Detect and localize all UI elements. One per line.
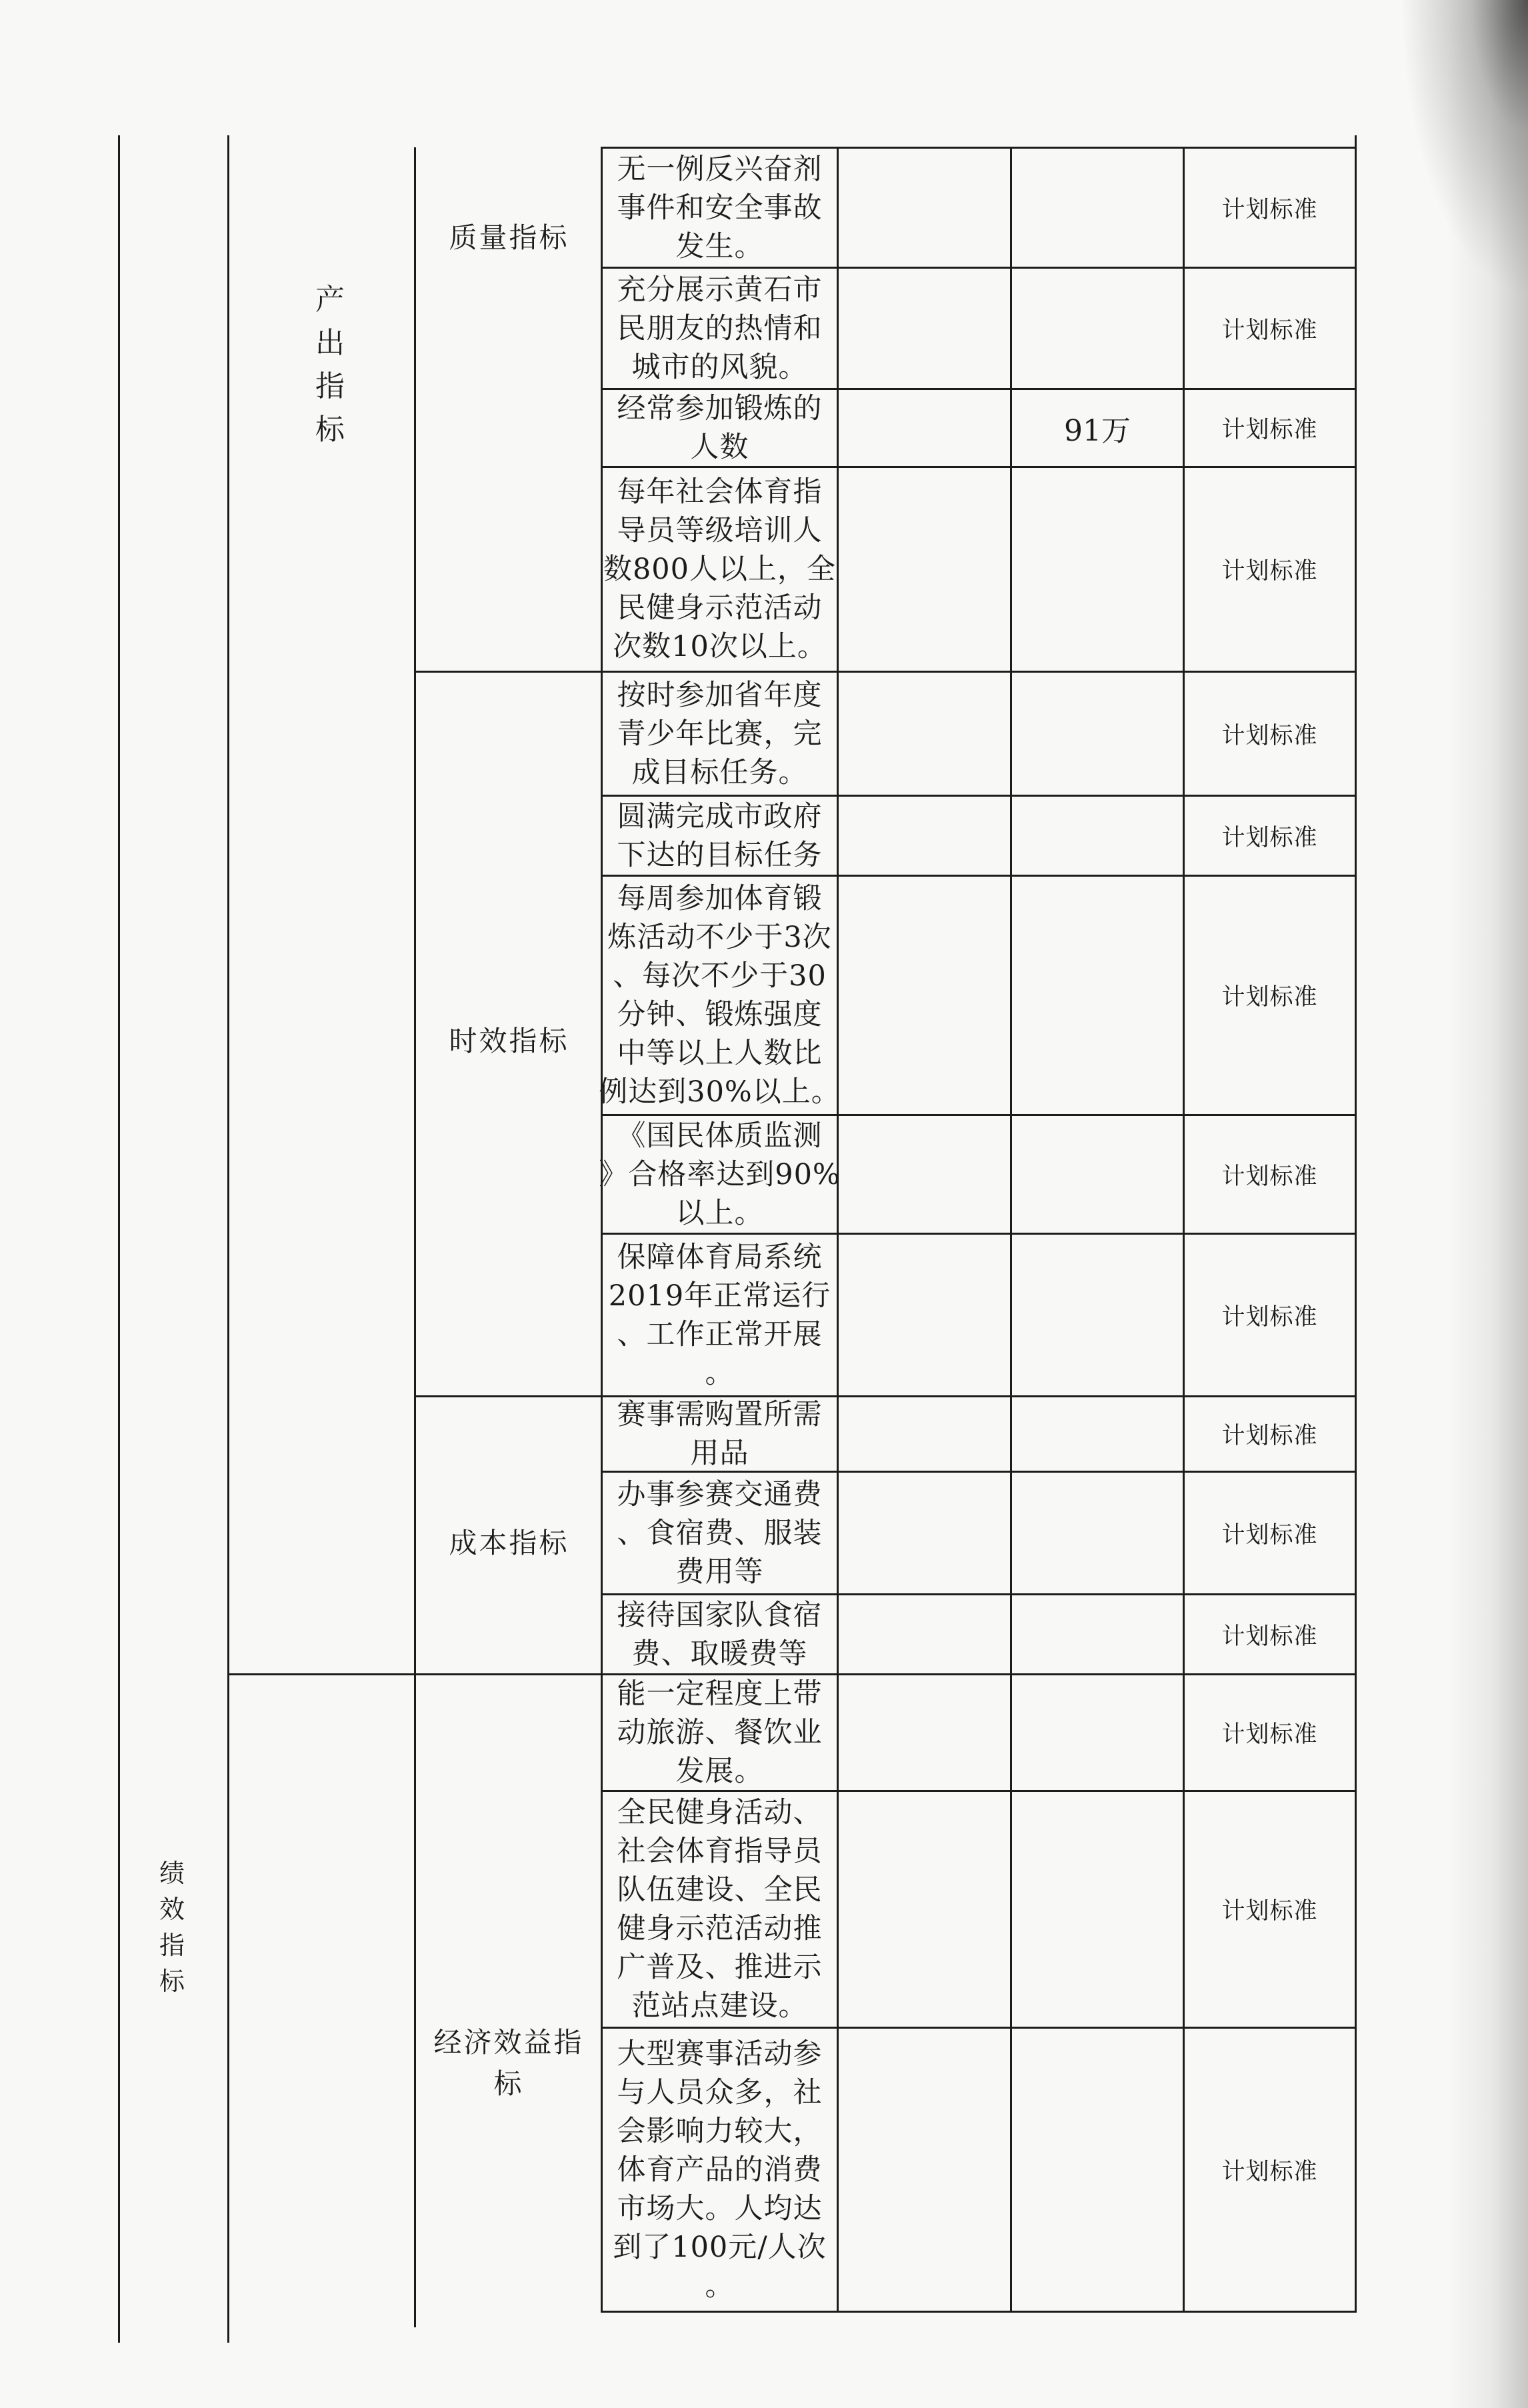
- value-text: 91万: [1064, 414, 1131, 448]
- indicator-cell: [603, 2029, 837, 2311]
- standard-text: 计划标准: [1221, 2158, 1318, 2185]
- indicator-text: 赛事需购置所需 用品: [617, 1398, 823, 1470]
- standard-text: 计划标准: [1221, 1303, 1318, 1331]
- level2-label-output-indicators: 产出指标: [315, 283, 345, 447]
- table-grid-line: [1010, 147, 1012, 2313]
- standard-cell: [1185, 269, 1355, 388]
- indicator-cell: [599, 1116, 841, 1233]
- indicator-text: 办事参赛交通费 、食宿费、服装 费用等: [617, 1477, 823, 1589]
- indicator-text: 能一定程度上带 动旅游、餐饮业 发展。: [617, 1677, 823, 1788]
- level3-label-quality: 质量指标: [449, 221, 569, 254]
- indicator-cell: [603, 1792, 837, 2027]
- standard-cell: [1185, 1792, 1355, 2027]
- standard-cell: [1185, 1675, 1355, 1790]
- standard-text: 计划标准: [1221, 722, 1318, 749]
- indicator-text: 全民健身活动、 社会体育指导员 队伍建设、全民 健身示范活动推 广普及、推进示 范站点建设。: [617, 1796, 823, 2023]
- standard-text: 计划标准: [1221, 1721, 1318, 1748]
- standard-text: 计划标准: [1221, 558, 1318, 585]
- indicator-cell: [603, 1473, 837, 1593]
- table-grid-line: [227, 135, 229, 2343]
- standard-cell: [1185, 797, 1355, 875]
- level3-label-timeliness: 时效指标: [449, 1025, 569, 1057]
- indicator-cell: [603, 1235, 837, 1395]
- standard-cell: [1185, 1397, 1355, 1471]
- indicator-text: 经常参加锻炼的 人数: [617, 392, 823, 464]
- standard-text: 计划标准: [1221, 1521, 1318, 1549]
- indicator-cell: [603, 390, 837, 466]
- indicator-text: 接待国家队食宿 费、取暖费等: [617, 1598, 823, 1671]
- indicator-text: 每周参加体育锻 炼活动不少于3次 、每次不少于30 分钟、锻炼强度 中等以上人数比 例达到30%以上。: [599, 882, 841, 1109]
- indicator-text: 无一例反兴奋剂 事件和安全事故 发生。: [617, 152, 823, 263]
- table-grid-line: [414, 147, 416, 2327]
- table-grid-line: [601, 2311, 1357, 2313]
- standard-cell: [1185, 877, 1355, 1114]
- standard-text: 计划标准: [1221, 196, 1318, 223]
- indicator-cell: [599, 877, 841, 1114]
- standard-text: 计划标准: [1221, 1423, 1318, 1449]
- standard-cell: [1185, 149, 1355, 267]
- standard-text: 计划标准: [1221, 1623, 1318, 1650]
- table-grid-line: [1355, 135, 1357, 2313]
- standard-cell: [1185, 1473, 1355, 1593]
- standard-text: 计划标准: [1221, 824, 1318, 851]
- standard-cell: [1185, 468, 1355, 671]
- indicator-cell: [603, 468, 837, 671]
- indicator-text: 《国民体质监测 》合格率达到90% 以上。: [599, 1119, 841, 1230]
- indicator-cell: [603, 1675, 837, 1790]
- standard-text: 计划标准: [1221, 1898, 1318, 1925]
- table-grid-line: [118, 135, 120, 2343]
- standard-cell: [1185, 1235, 1355, 1395]
- level3-label-economic-benefit: 经济效益指标: [433, 2026, 584, 2100]
- indicator-text: 每年社会体育指 导员等级培训人 数800人以上，全 民健身示范活动 次数10次以上。: [603, 475, 837, 663]
- indicator-cell: [603, 1595, 837, 1673]
- indicator-cell: [603, 797, 837, 875]
- indicator-text: 保障体育局系统 2019年正常运行 、工作正常开展 。: [608, 1240, 831, 1390]
- indicator-text: 充分展示黄石市 民朋友的热情和 城市的风貌。: [617, 273, 823, 384]
- indicator-text: 大型赛事活动参 与人员众多，社 会影响力较大， 体育产品的消费 市场大。人均达 到了100元/人次 。: [613, 2037, 827, 2303]
- indicator-text: 按时参加省年度 青少年比赛，完 成目标任务。: [617, 678, 823, 789]
- standard-text: 计划标准: [1221, 317, 1318, 344]
- indicator-text: 圆满完成市政府 下达的目标任务: [617, 799, 823, 872]
- level1-label-performance-indicators: 绩效指标: [159, 1859, 185, 1996]
- standard-text: 计划标准: [1221, 984, 1318, 1011]
- standard-cell: [1185, 390, 1355, 466]
- value-cell: [1012, 390, 1183, 466]
- level3-label-cost: 成本指标: [449, 1527, 569, 1559]
- indicator-cell: [603, 269, 837, 388]
- standard-cell: [1185, 673, 1355, 795]
- standard-cell: [1185, 1595, 1355, 1673]
- indicator-cell: [603, 673, 837, 795]
- standard-text: 计划标准: [1221, 417, 1318, 443]
- indicator-cell: [603, 149, 837, 267]
- standard-text: 计划标准: [1221, 1163, 1318, 1190]
- standard-cell: [1185, 2029, 1355, 2311]
- standard-cell: [1185, 1116, 1355, 1233]
- indicator-cell: [603, 1397, 837, 1471]
